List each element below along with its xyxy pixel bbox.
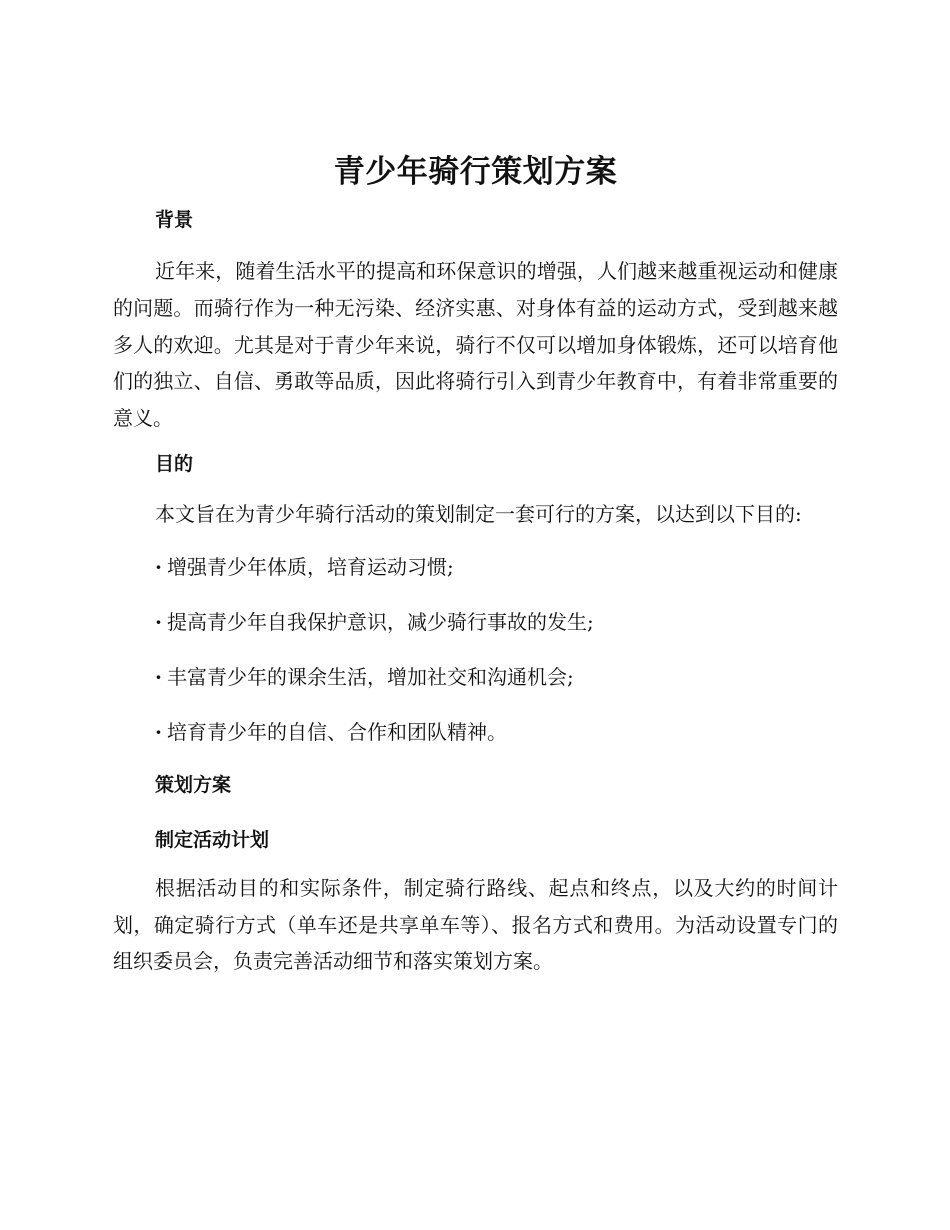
- bullet-item: [113, 607, 838, 637]
- bullet-dot-icon: ·: [155, 554, 162, 579]
- bullet-item: [113, 717, 838, 747]
- bullet-text: 增强青少年体质，培育运动习惯;: [167, 554, 454, 579]
- document-title: 青少年骑行策划方案: [333, 154, 618, 190]
- section-heading-plan: 策划方案: [155, 773, 232, 796]
- bullet-dot-icon: ·: [155, 609, 162, 634]
- bullet-item: [113, 662, 838, 692]
- section-heading-background: 背景: [155, 209, 194, 231]
- bullet-item: [113, 552, 838, 582]
- bullet-dot-icon: ·: [155, 664, 162, 689]
- section-heading-purpose: 目的: [155, 452, 194, 475]
- paragraph-activity-plan: 根据活动目的和实际条件，制定骑行路线、起点和终点，以及大约的时间计划，确定骑行方式（单车还是共享单车等）、报名方式和费用。为活动设置专门的组织委员会，负责完善活动细节和落实策划方案。: [113, 875, 838, 974]
- bullet-text: 培育青少年的自信、合作和团队精神。: [167, 719, 507, 744]
- paragraph-purpose: 本文旨在为青少年骑行活动的策划制定一套可行的方案，以达到以下目的:: [155, 501, 802, 526]
- paragraph-background: 近年来，随着生活水平的提高和环保意识的增强，人们越来越重视运动和健康的问题。而骑行作为一种无污染、经济实惠、对身体有益的运动方式，受到越来越多人的欢迎。尤其是对于青少年来说，骑行不仅可以增加身体锻炼，还可以培育他们的独立、自信、勇敢等品质，因此将骑行引入到青少年教育中，有着非常重要的意义。: [113, 259, 838, 431]
- bullet-dot-icon: ·: [155, 719, 162, 744]
- bullet-text: 提高青少年自我保护意识，减少骑行事故的发生;: [167, 609, 594, 634]
- document-page: [113, 150, 838, 980]
- subsection-heading-activity-plan: 制定活动计划: [155, 828, 270, 851]
- bullet-text: 丰富青少年的课余生活，增加社交和沟通机会;: [167, 664, 574, 689]
